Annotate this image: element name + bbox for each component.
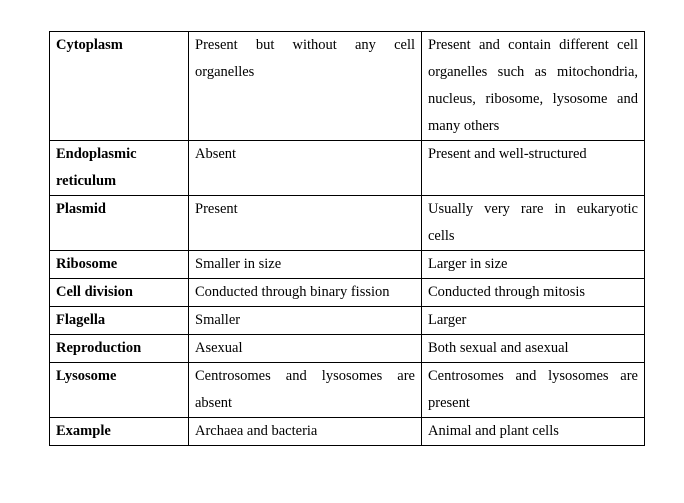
feature-cell: Endoplasmic reticulum	[50, 141, 189, 196]
table-row	[50, 196, 645, 251]
feature-cell: Reproduction	[50, 335, 189, 363]
feature-cell: Cell division	[50, 279, 189, 307]
feature-cell: Cytoplasm	[50, 32, 189, 141]
prokaryotic-cell: Absent	[189, 141, 422, 196]
eukaryotic-cell: Present and well-structured	[422, 141, 645, 196]
eukaryotic-cell: Centrosomes and lysosomes are present	[422, 363, 645, 418]
table-row	[50, 251, 645, 279]
prokaryotic-cell: Present	[189, 196, 422, 251]
prokaryotic-cell: Centrosomes and lysosomes are absent	[189, 363, 422, 418]
eukaryotic-cell: Present and contain different cell organelles such as mitochondria, nucleus, ribosome, lysosome and many others	[422, 32, 645, 141]
eukaryotic-cell: Conducted through mitosis	[422, 279, 645, 307]
eukaryotic-cell: Larger in size	[422, 251, 645, 279]
table-row	[50, 32, 645, 141]
table-row	[50, 279, 645, 307]
feature-cell: Lysosome	[50, 363, 189, 418]
table-row	[50, 141, 645, 196]
table-row	[50, 363, 645, 418]
eukaryotic-cell: Both sexual and asexual	[422, 335, 645, 363]
eukaryotic-cell: Larger	[422, 307, 645, 335]
prokaryotic-cell: Archaea and bacteria	[189, 418, 422, 446]
feature-cell: Flagella	[50, 307, 189, 335]
feature-cell: Example	[50, 418, 189, 446]
eukaryotic-cell: Usually very rare in eukaryotic cells	[422, 196, 645, 251]
prokaryotic-cell: Conducted through binary fission	[189, 279, 422, 307]
comparison-table	[49, 31, 645, 446]
feature-cell: Plasmid	[50, 196, 189, 251]
prokaryotic-cell: Smaller in size	[189, 251, 422, 279]
table-row	[50, 307, 645, 335]
table-row	[50, 418, 645, 446]
prokaryotic-cell: Present but without any cell organelles	[189, 32, 422, 141]
table-row	[50, 335, 645, 363]
prokaryotic-cell: Smaller	[189, 307, 422, 335]
prokaryotic-cell: Asexual	[189, 335, 422, 363]
feature-cell: Ribosome	[50, 251, 189, 279]
eukaryotic-cell: Animal and plant cells	[422, 418, 645, 446]
